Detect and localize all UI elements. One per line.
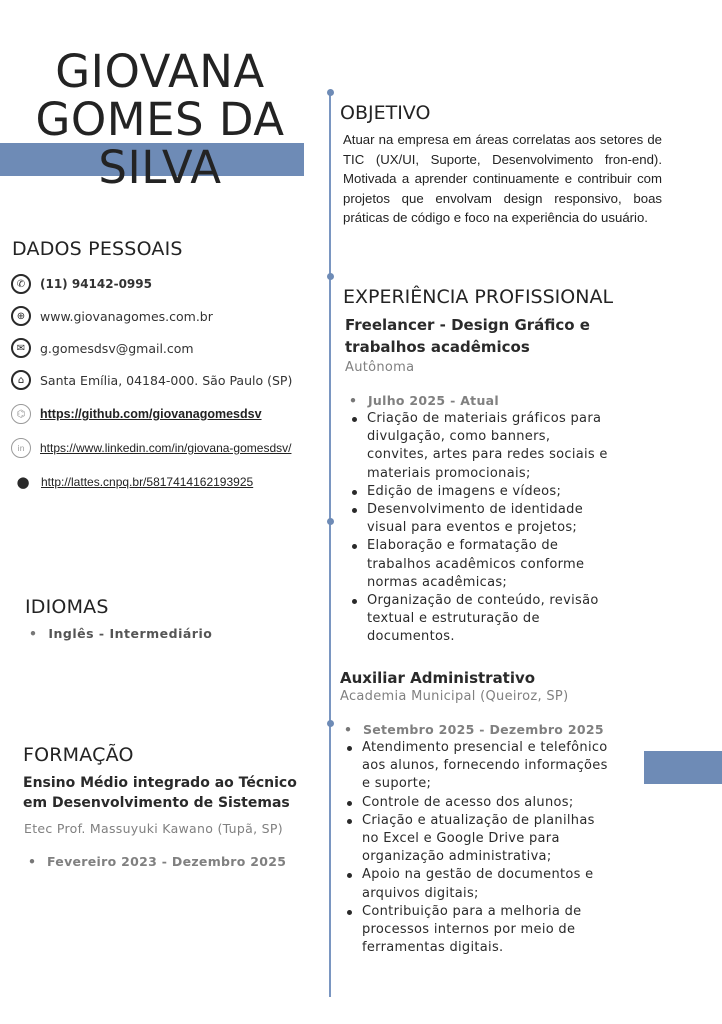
job-period-text: Setembro 2025 - Dezembro 2025 xyxy=(362,722,604,737)
address-text: Santa Emília, 04184-000. São Paulo (SP) xyxy=(40,372,293,388)
education-school: Etec Prof. Massuyuki Kawano (Tupã, SP) xyxy=(24,821,283,836)
course-line-2: em Desenvolvimento de Sistemas xyxy=(23,795,290,811)
github-link[interactable]: https://github.com/giovanagomesdsv xyxy=(40,407,262,421)
task-item: Controle de acesso dos alunos; xyxy=(362,794,610,812)
timeline-dot xyxy=(327,518,334,525)
experience-heading: EXPERIÊNCIA PROFISSIONAL xyxy=(343,286,614,308)
task-item: Atendimento presencial e telefônico aos alunos, fornecendo informações e suporte; xyxy=(362,739,610,794)
timeline-dot xyxy=(327,89,334,96)
contact-lattes xyxy=(14,471,253,493)
job-period xyxy=(349,393,615,408)
lattes-icon: ● xyxy=(16,473,30,491)
education-course xyxy=(23,773,297,813)
job-org: Autônoma xyxy=(345,360,415,375)
job-period-text: Julho 2025 - Atual xyxy=(367,393,499,408)
task-item: Elaboração e formatação de trabalhos acadêmicos conforme normas acadêmicas; xyxy=(367,537,615,592)
candidate-name xyxy=(0,45,320,194)
contact-address xyxy=(11,369,292,391)
lattes-link[interactable]: http://lattes.cnpq.br/5817414162193925 xyxy=(41,475,254,489)
task-item: Criação e atualização de planilhas no Excel e Google Drive para organização administrativa; xyxy=(362,812,610,867)
contact-email xyxy=(11,337,194,359)
name-line-2: GOMES DA xyxy=(35,93,285,146)
task-item: Edição de imagens e vídeos; xyxy=(367,483,615,501)
website-text: www.giovanagomes.com.br xyxy=(40,308,213,324)
linkedin-link[interactable]: https://www.linkedin.com/in/giovana-gomesdsv/ xyxy=(40,441,292,455)
globe-icon: ⊕ xyxy=(11,306,31,326)
task-item: Apoio na gestão de documentos e arquivos digitais; xyxy=(362,866,610,902)
task-list xyxy=(340,739,610,957)
job-title: Freelancer - Design Gráfico e trabalhos acadêmicos xyxy=(345,316,590,356)
education-period xyxy=(28,854,286,869)
name-line-3: SILVA xyxy=(98,141,222,194)
language-item xyxy=(29,626,212,641)
job-title: Auxiliar Administrativo xyxy=(340,669,536,687)
task-item: Contribuição para a melhoria de processos internos por meio de ferramentas digitais. xyxy=(362,903,610,958)
task-list xyxy=(345,410,615,647)
task-item: Organização de conteúdo, revisão textual e estruturação de documentos. xyxy=(367,592,615,647)
objective-heading: OBJETIVO xyxy=(340,102,431,124)
timeline-dot xyxy=(327,720,334,727)
languages-heading: IDIOMAS xyxy=(25,596,109,618)
name-line-1: GIOVANA xyxy=(55,45,265,98)
job-1 xyxy=(345,314,615,647)
decorative-accent-block xyxy=(644,751,722,784)
job-2 xyxy=(340,667,610,957)
contact-linkedin xyxy=(11,437,291,459)
linkedin-icon: in xyxy=(11,438,31,458)
job-org: Academia Municipal (Queiroz, SP) xyxy=(340,689,569,704)
email-text: g.gomesdsv@gmail.com xyxy=(40,340,194,356)
contact-phone xyxy=(11,273,152,295)
email-icon: ✉ xyxy=(11,338,31,358)
education-heading: FORMAÇÃO xyxy=(23,744,134,766)
phone-icon: ✆ xyxy=(11,274,31,294)
timeline-line xyxy=(329,93,331,997)
phone-text: (11) 94142-0995 xyxy=(40,277,152,291)
objective-text: Atuar na empresa em áreas correlatas aos setores de TIC (UX/UI, Suporte, Desenvolvimento fron-end). Motivada a aprender continuamente e contribuir com projetos que envolvam design responsivo, boas práticas de código e foco na experiência do usuário. xyxy=(343,132,662,225)
task-item: Desenvolvimento de identidade visual para eventos e projetos; xyxy=(367,501,615,537)
education-period-text: Fevereiro 2023 - Dezembro 2025 xyxy=(46,854,287,869)
timeline-dot xyxy=(327,273,334,280)
language-text: Inglês - Intermediário xyxy=(48,626,213,641)
contact-website xyxy=(11,305,213,327)
course-line-1: Ensino Médio integrado ao Técnico xyxy=(23,775,297,791)
job-period xyxy=(344,722,610,737)
home-icon: ⌂ xyxy=(11,370,31,390)
task-item: Criação de materiais gráficos para divulgação, como banners, convites, artes para redes sociais e materiais promocionais; xyxy=(367,410,615,483)
github-icon: ⌬ xyxy=(11,404,31,424)
contact-github xyxy=(11,403,262,425)
personal-data-heading: DADOS PESSOAIS xyxy=(12,238,183,260)
